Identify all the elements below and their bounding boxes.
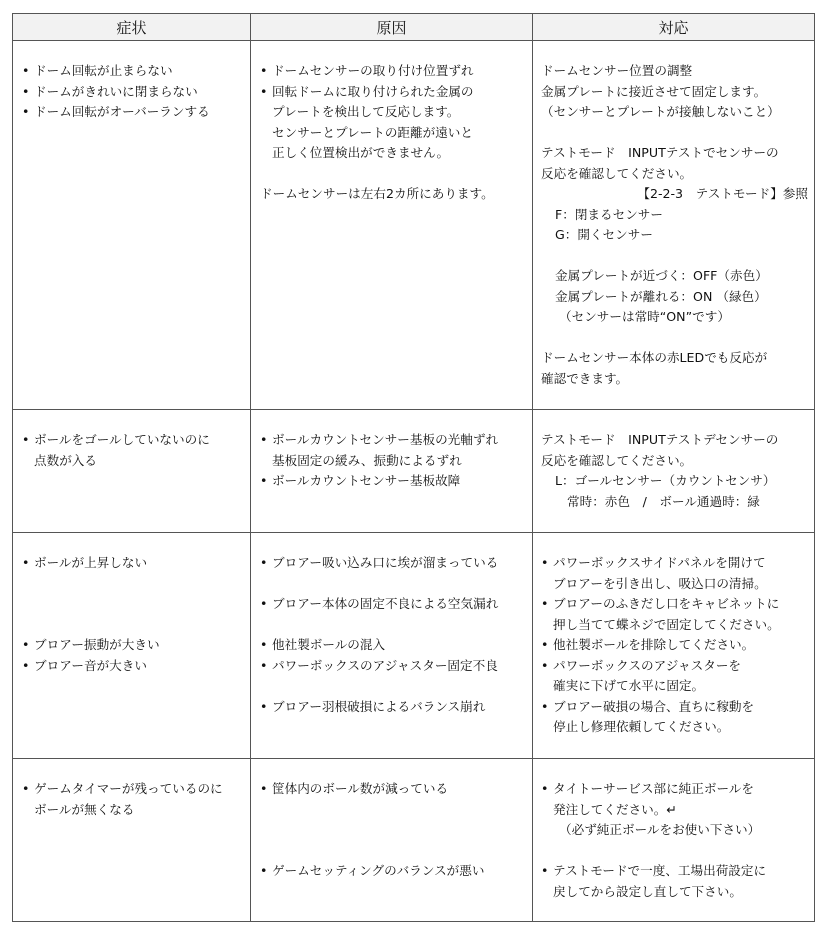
action-text: ドームセンサー本体の赤LEDでも反応が [541,350,768,365]
symptom-item: • ボールが上昇しない [22,553,244,574]
action-text: F：閉まるセンサー [555,206,663,222]
header-symptom: 症状 [13,14,251,41]
table-row [13,533,815,759]
action-text: 確実に下げて水平に固定。 [553,678,705,693]
action-text: テストモード INPUTテストでセンサーの [541,145,779,160]
cause-cell [251,759,533,922]
action-text: 発注してください。↵ [553,801,677,817]
symptom-cell [13,410,251,533]
action-item: • ブロアーのふきだし口をキャビネットに [541,594,810,615]
action-text: ドームセンサー位置の調整 [541,63,693,78]
cause-item: • ボールカウントセンサー基板の光軸ずれ [260,430,526,451]
action-cell [533,410,815,533]
symptom-item: • ドーム回転が止まらない [22,61,244,82]
action-item: • 他社製ボールを排除してください。 [541,635,810,656]
table-row [13,759,815,922]
symptom-item: • ゲームタイマーが残っているのに [22,779,244,800]
cause-item: • パワーボックスのアジャスター固定不良 [260,656,526,677]
symptom-cell [13,533,251,759]
cause-text: 基板固定の緩み、振動によるずれ [272,452,462,468]
cause-item: • ボールカウントセンサー基板故障 [260,471,526,492]
action-text: G：開くセンサー [555,227,653,242]
symptom-item: • ドーム回転がオーバーランする [22,102,244,123]
action-text: 反応を確認してください。 [541,165,693,181]
action-reference: 【2-2-3 テストモード】参照 [637,186,808,201]
action-text: ブロアーを引き出し、吸込口の清掃。 [553,575,767,591]
cause-cell [251,41,533,410]
cause-note: ドームセンサーは左右2カ所にあります。 [260,186,494,201]
action-text: （必ず純正ボールをお使い下さい） [559,822,761,837]
action-cell [533,533,815,759]
action-item: • タイトーサービス部に純正ボールを [541,779,810,800]
symptom-cell [13,759,251,922]
symptom-item: • ブロアー振動が大きい [22,635,244,656]
symptom-item: • ドームがきれいに閉まらない [22,82,244,103]
table-row [13,410,815,533]
symptom-item: • ブロアー音が大きい [22,656,244,677]
symptom-text: ボールが無くなる [34,801,135,817]
cause-item: • ブロアー羽根破損によるバランス崩れ [260,697,526,718]
cause-text: プレートを検出して反応します。 [272,104,460,119]
action-item: • パワーボックスのアジャスターを [541,656,810,677]
cause-text: センサーとプレートの距離が遠いと [272,124,473,140]
action-text: 常時：赤色 / ボール通過時：緑 [567,493,760,509]
action-text: 確認できます。 [541,370,629,386]
action-text: テストモード INPUTテストデセンサーの [541,432,779,447]
action-text: 停止し修理依頼してください。 [553,719,730,734]
action-text: （センサーとプレートが接触しないこと） [541,104,780,119]
action-cell [533,759,815,922]
action-text: L：ゴールセンサー（カウントセンサ） [555,473,776,488]
header-cause: 原因 [251,14,533,41]
cause-item: • ドームセンサーの取り付け位置ずれ [260,61,526,82]
cause-text: 正しく位置検出ができません。 [272,145,450,160]
table-row [13,41,815,410]
action-cell [533,41,815,410]
symptom-cell [13,41,251,410]
action-text: 金属プレートに接近させて固定します。 [541,83,767,99]
header-row [13,14,815,41]
cause-cell [251,410,533,533]
cause-item: • ブロアー本体の固定不良による空気漏れ [260,594,526,615]
cause-item: • 他社製ボールの混入 [260,635,526,656]
action-item: • ブロアー破損の場合、直ちに稼動を [541,697,810,718]
action-text: 押し当てて蝶ネジで固定してください。 [553,616,780,632]
symptom-text: 点数が入る [34,452,97,468]
action-text: （センサーは常時“ON”です） [559,309,730,324]
action-text: 金属プレートが離れる：ON （緑色） [555,288,767,304]
action-text: 金属プレートが近づく：OFF（赤色） [555,268,768,283]
cause-item: • ブロアー吸い込み口に埃が溜まっている [260,553,526,574]
symptom-item: • ボールをゴールしていないのに [22,430,244,451]
header-action: 対応 [533,14,815,41]
cause-item: • ゲームセッティングのバランスが悪い [260,861,526,882]
cause-item: • 回転ドームに取り付けられた金属の [260,82,526,103]
action-item: • テストモードで一度、工場出荷設定に [541,861,810,882]
action-text: 反応を確認してください。 [541,452,693,468]
action-text: 戻してから設定し直して下さい。 [553,883,742,899]
cause-item: • 筐体内のボール数が減っている [260,779,526,800]
troubleshooting-table [12,13,815,922]
cause-cell [251,533,533,759]
action-item: • パワーボックスサイドパネルを開けて [541,553,810,574]
